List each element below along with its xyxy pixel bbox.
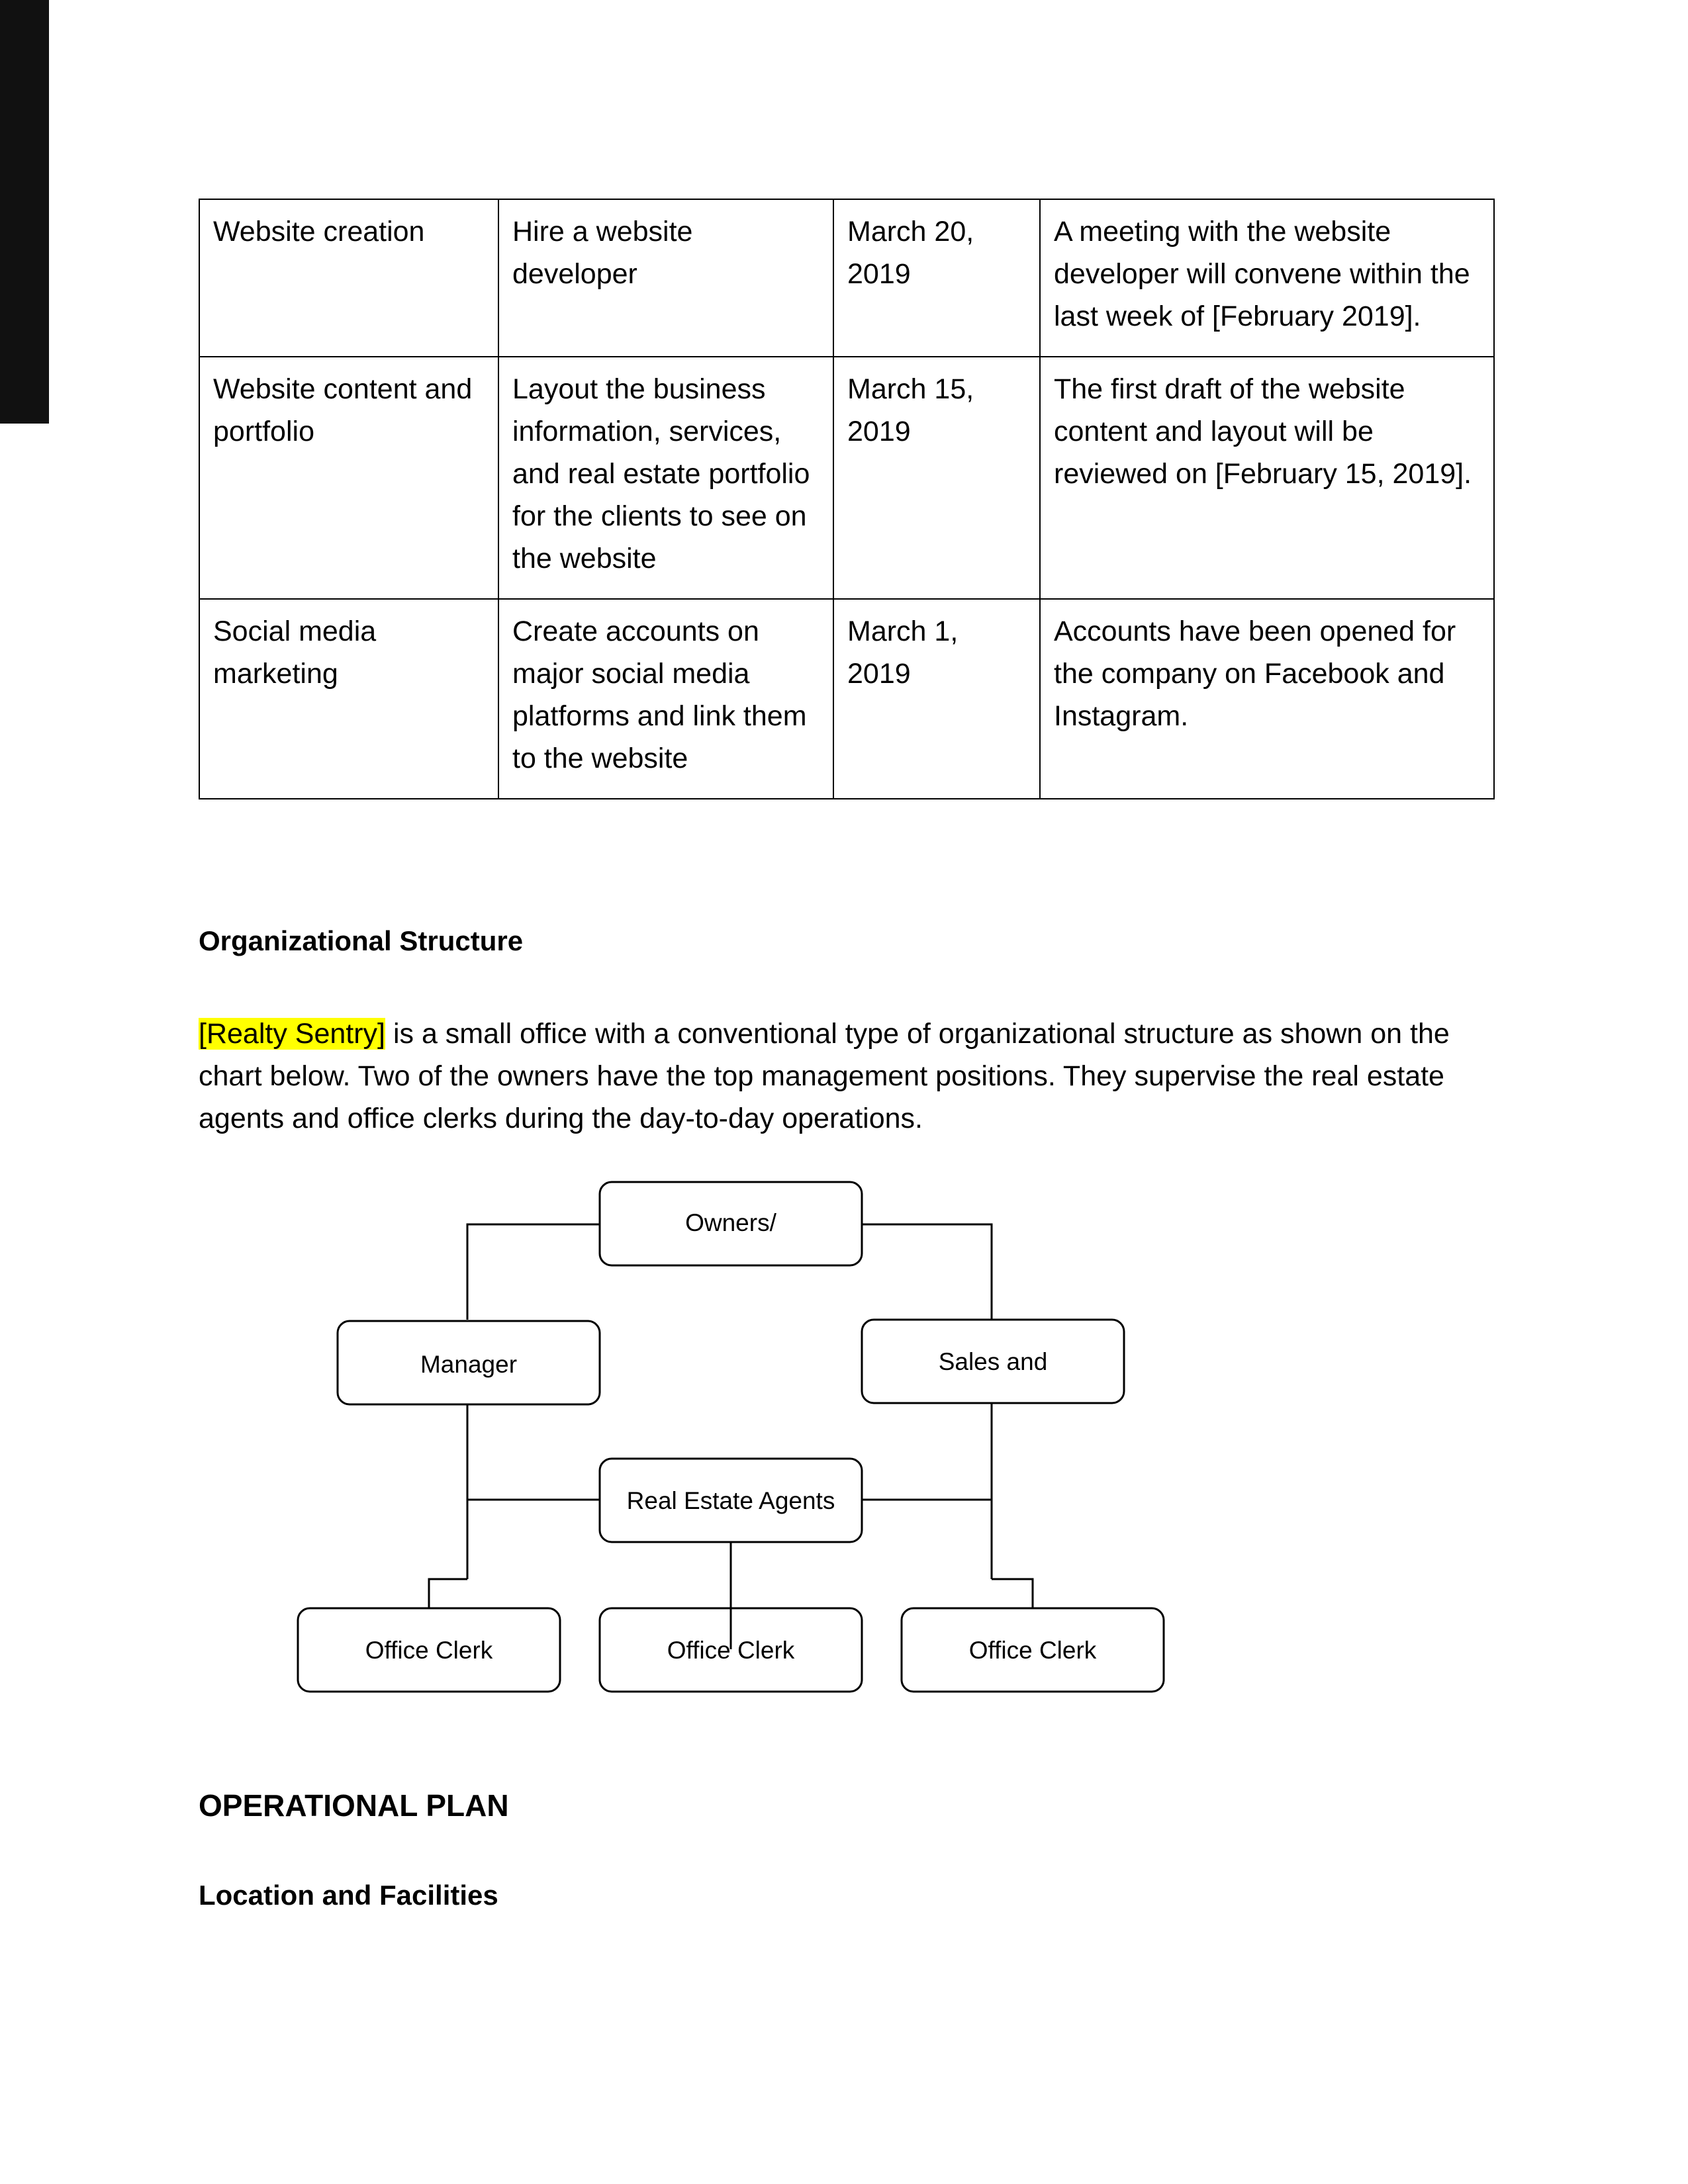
company-name-highlight: [Realty Sentry] [199,1018,385,1050]
agents-box [600,1459,862,1542]
org-paragraph-text: is a small office with a conventional type of organizational structure as shown on the chart below. Two of the owners have the top management positions. They supervise the real estate agents and office clerks during the day-to-day operations. [199,1018,1450,1134]
task-cell: Create accounts on major social media platforms and link them to the website [498,599,833,799]
clerk-right-box [902,1608,1164,1692]
sales-box [862,1320,1124,1403]
sales-label: Sales and [938,1348,1048,1375]
agents-label: Real Estate Agents [626,1487,835,1514]
org-chart-connectors [429,1224,1033,1649]
status-cell: Accounts have been opened for the company on Facebook and Instagram. [1040,599,1494,799]
activity-cell: Social media marketing [199,599,498,799]
task-cell: Layout the business information, services, and real estate portfolio for the clients to see on the website [498,357,833,599]
activity-cell: Website content and portfolio [199,357,498,599]
date-cell: March 20, 2019 [833,199,1040,357]
status-cell: A meeting with the website developer will convene within the last week of [February 2019]. [1040,199,1494,357]
task-cell: Hire a website developer [498,199,833,357]
operational-plan-heading: OPERATIONAL PLAN [199,1788,509,1823]
owners-label: Owners/ [685,1209,776,1236]
activity-cell: Website creation [199,199,498,357]
manager-box [338,1321,600,1404]
date-cell: March 1, 2019 [833,599,1040,799]
clerk-middle-label: Office Clerk [667,1637,795,1664]
status-cell: The first draft of the website content and layout will be reviewed on [February 15, 2019]. [1040,357,1494,599]
owners-box [600,1182,862,1265]
location-facilities-heading: Location and Facilities [199,1880,498,1911]
manager-label: Manager [420,1351,518,1378]
clerk-left-box [298,1608,560,1692]
section-heading: Organizational Structure [199,925,524,956]
date-cell: March 15, 2019 [833,357,1040,599]
clerk-left-label: Office Clerk [365,1637,493,1664]
clerk-right-label: Office Clerk [968,1637,1097,1664]
